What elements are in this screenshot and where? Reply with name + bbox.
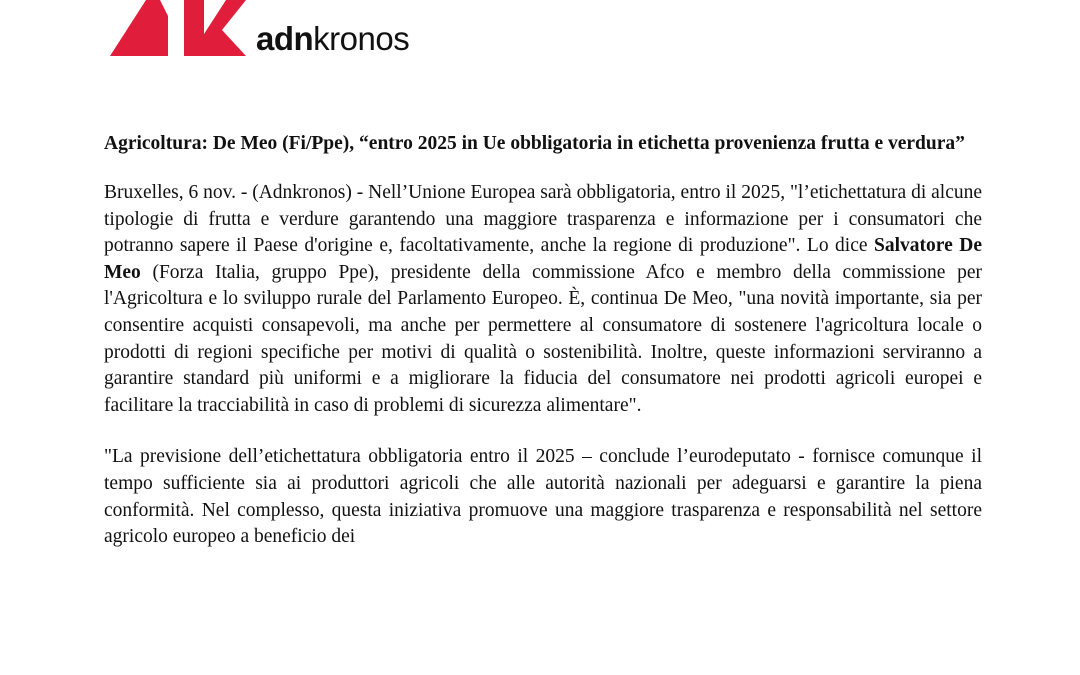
paragraph-1-text-b: (Forza Italia, gruppo Ppe), presidente della commissione Afco e membro della commissione per l'Agricoltura e lo sviluppo rurale del Parlamento Europeo. È, continua De Meo, "una novità importante, sia per consentire acquisti consapevoli, ma anche per permettere al consumatore di sostenere l'agricoltura locale o prodotti di regioni specifiche per motivi di qualità o sostenibilità. Inoltre, queste informazioni serviranno a garantire standard più uniformi e a migliorare la fiducia del consumatore nei prodotti agricoli europei e facilitare la tracciabilità in caso di problemi di sicurezza alimentare". bbox=[104, 261, 982, 416]
article-paragraph-1 bbox=[104, 180, 982, 419]
adnkronos-logo bbox=[108, 0, 448, 62]
article-paragraph-2: "La previsione dell’etichettatura obbligatoria entro il 2025 – conclude l’eurodeputato - fornisce comunque il tempo sufficiente sia ai produttori agricoli che alle autorità nazionali per adeguarsi e garantire la piena conformità. Nel complesso, questa iniziativa promuove una maggiore trasparenza e responsabilità nel settore agricolo europeo a beneficio dei bbox=[104, 446, 982, 548]
logo-brand-rest: kronos bbox=[313, 20, 410, 57]
article bbox=[104, 130, 982, 551]
logo-wordmark bbox=[256, 22, 409, 55]
logo-brand-bold: adn bbox=[256, 20, 314, 57]
logo-mark-icon bbox=[108, 0, 248, 58]
person-name: Salvatore De Meo bbox=[104, 235, 982, 283]
paragraph-1-text-a: Bruxelles, 6 nov. - (Adnkronos) - Nell’Unione Europea sarà obbligatoria, entro il 2025, "l’etichettatura di alcune tipologie di frutta e verdure garantendo una maggiore trasparenza e informazione per i consumatori che potranno sapere il Paese d'origine e, facoltativamente, anche la regione di produzione". Lo dice bbox=[104, 182, 982, 257]
article-headline: Agricoltura: De Meo (Fi/Ppe), “entro 2025 in Ue obbligatoria in etichetta provenienza frutta e verdura” bbox=[104, 133, 965, 154]
